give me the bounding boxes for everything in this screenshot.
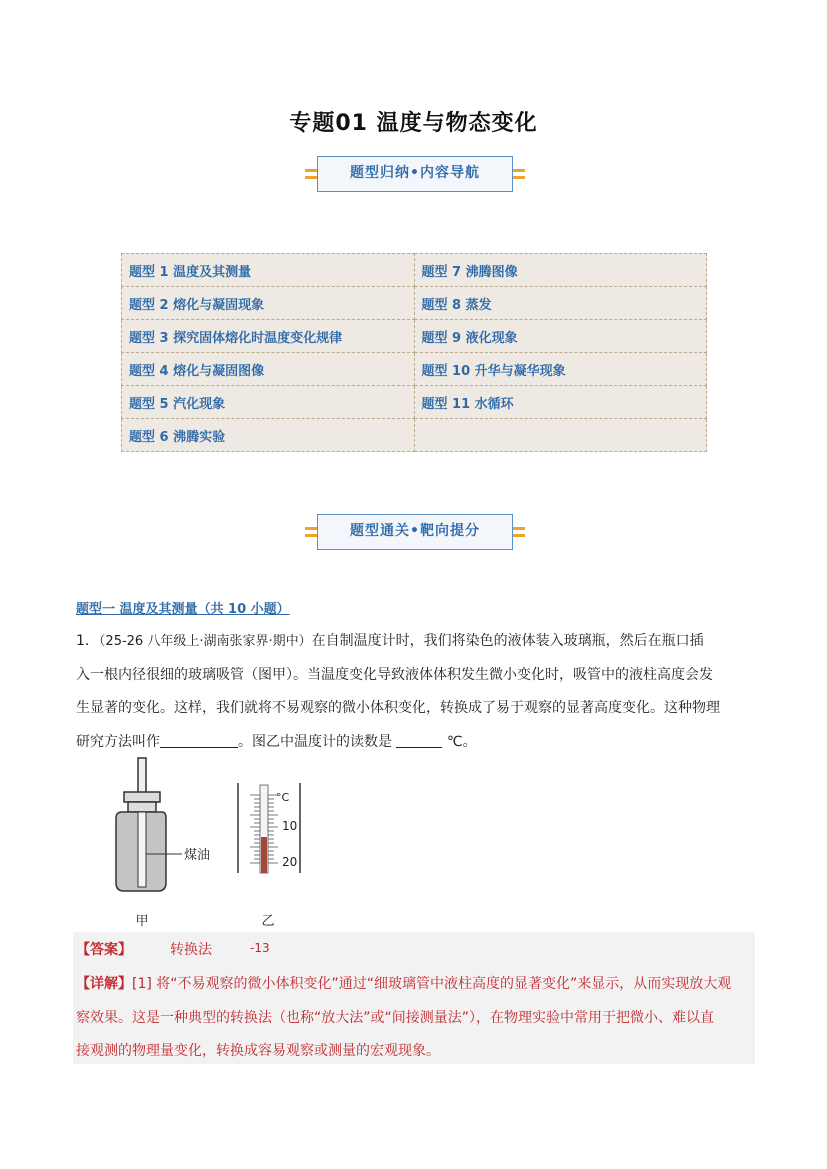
nav-item[interactable]: 题型 6 沸腾实验 bbox=[122, 419, 415, 452]
question-source: （25-26 八年级上·湖南张家界·期中） bbox=[98, 634, 312, 649]
nav-banner-label: 题型归纳•内容导航 bbox=[350, 165, 480, 181]
answer-value-2: -13 bbox=[250, 941, 270, 955]
bottle-label: 煤油 bbox=[184, 848, 211, 863]
caption-right: 乙 bbox=[261, 914, 275, 929]
nav-item[interactable]: 题型 8 蒸发 bbox=[414, 287, 707, 320]
question-line: 生显著的变化。这样，我们就将不易观察的微小体积变化，转换成了易于观察的显著高度变化。这种物理 bbox=[76, 700, 720, 716]
nav-item[interactable]: 题型 10 升华与凝华现象 bbox=[414, 353, 707, 386]
caption-left: 甲 bbox=[135, 914, 149, 929]
nav-item-empty bbox=[414, 419, 707, 452]
scale-unit: °C bbox=[276, 791, 290, 804]
scale-tick-10: 10 bbox=[282, 819, 298, 833]
detail-label: 【详解】 bbox=[76, 976, 132, 992]
nav-item[interactable]: 题型 5 汽化现象 bbox=[122, 386, 415, 419]
detail-line: 接观测的物理量变化，转换成容易观察或测量的宏观现象。 bbox=[76, 1043, 440, 1059]
practice-banner-label: 题型通关•靶向提分 bbox=[350, 523, 480, 539]
answer-blank-2[interactable] bbox=[396, 733, 442, 748]
practice-banner bbox=[305, 514, 525, 552]
nav-item[interactable]: 题型 9 液化现象 bbox=[414, 320, 707, 353]
question-line: 1．（25-26 八年级上·湖南张家界·期中）在自制温度计时，我们将染色的液体装入玻璃瓶，然后在瓶口插 bbox=[76, 633, 704, 649]
nav-banner bbox=[305, 156, 525, 194]
section-heading: 题型一 温度及其测量（共 10 小题） bbox=[76, 602, 290, 617]
page-title: 专题01 温度与物态变化 bbox=[289, 111, 538, 136]
detail-line: 【详解】[1] 将“不易观察的微小体积变化”通过“细玻璃管中液柱高度的显著变化”来显示，从而实现放大观 bbox=[76, 976, 732, 992]
nav-item[interactable]: 题型 7 沸腾图像 bbox=[414, 254, 707, 287]
answer-value-1: 转换法 bbox=[170, 942, 212, 958]
nav-item[interactable]: 题型 11 水循环 bbox=[414, 386, 707, 419]
nav-item[interactable]: 题型 2 熔化与凝固现象 bbox=[122, 287, 415, 320]
question-number: 1． bbox=[76, 633, 99, 649]
detail-line: 察效果。这是一种典型的转换法（也称“放大法”或“间接测量法”），在物理实验中常用于把微小、难以直 bbox=[76, 1010, 715, 1026]
nav-item[interactable]: 题型 1 温度及其测量 bbox=[122, 254, 415, 287]
answer-label: 【答案】 bbox=[76, 942, 132, 958]
question-line: 研究方法叫作 。图乙中温度计的读数是 ℃。 bbox=[76, 734, 477, 750]
nav-item[interactable]: 题型 4 熔化与凝固图像 bbox=[122, 353, 415, 386]
topic-nav-table bbox=[121, 253, 707, 452]
answer-blank-1[interactable] bbox=[160, 733, 238, 748]
nav-item[interactable]: 题型 3 探究固体熔化时温度变化规律 bbox=[122, 320, 415, 353]
scale-tick-20: 20 bbox=[282, 855, 298, 869]
bottle-icon bbox=[116, 758, 182, 891]
question-line: 入一根内径很细的玻璃吸管（图甲）。当温度变化导致液体体积发生微小变化时，吸管中的液柱高度会发 bbox=[76, 667, 713, 683]
thermometer-figure bbox=[100, 755, 330, 933]
